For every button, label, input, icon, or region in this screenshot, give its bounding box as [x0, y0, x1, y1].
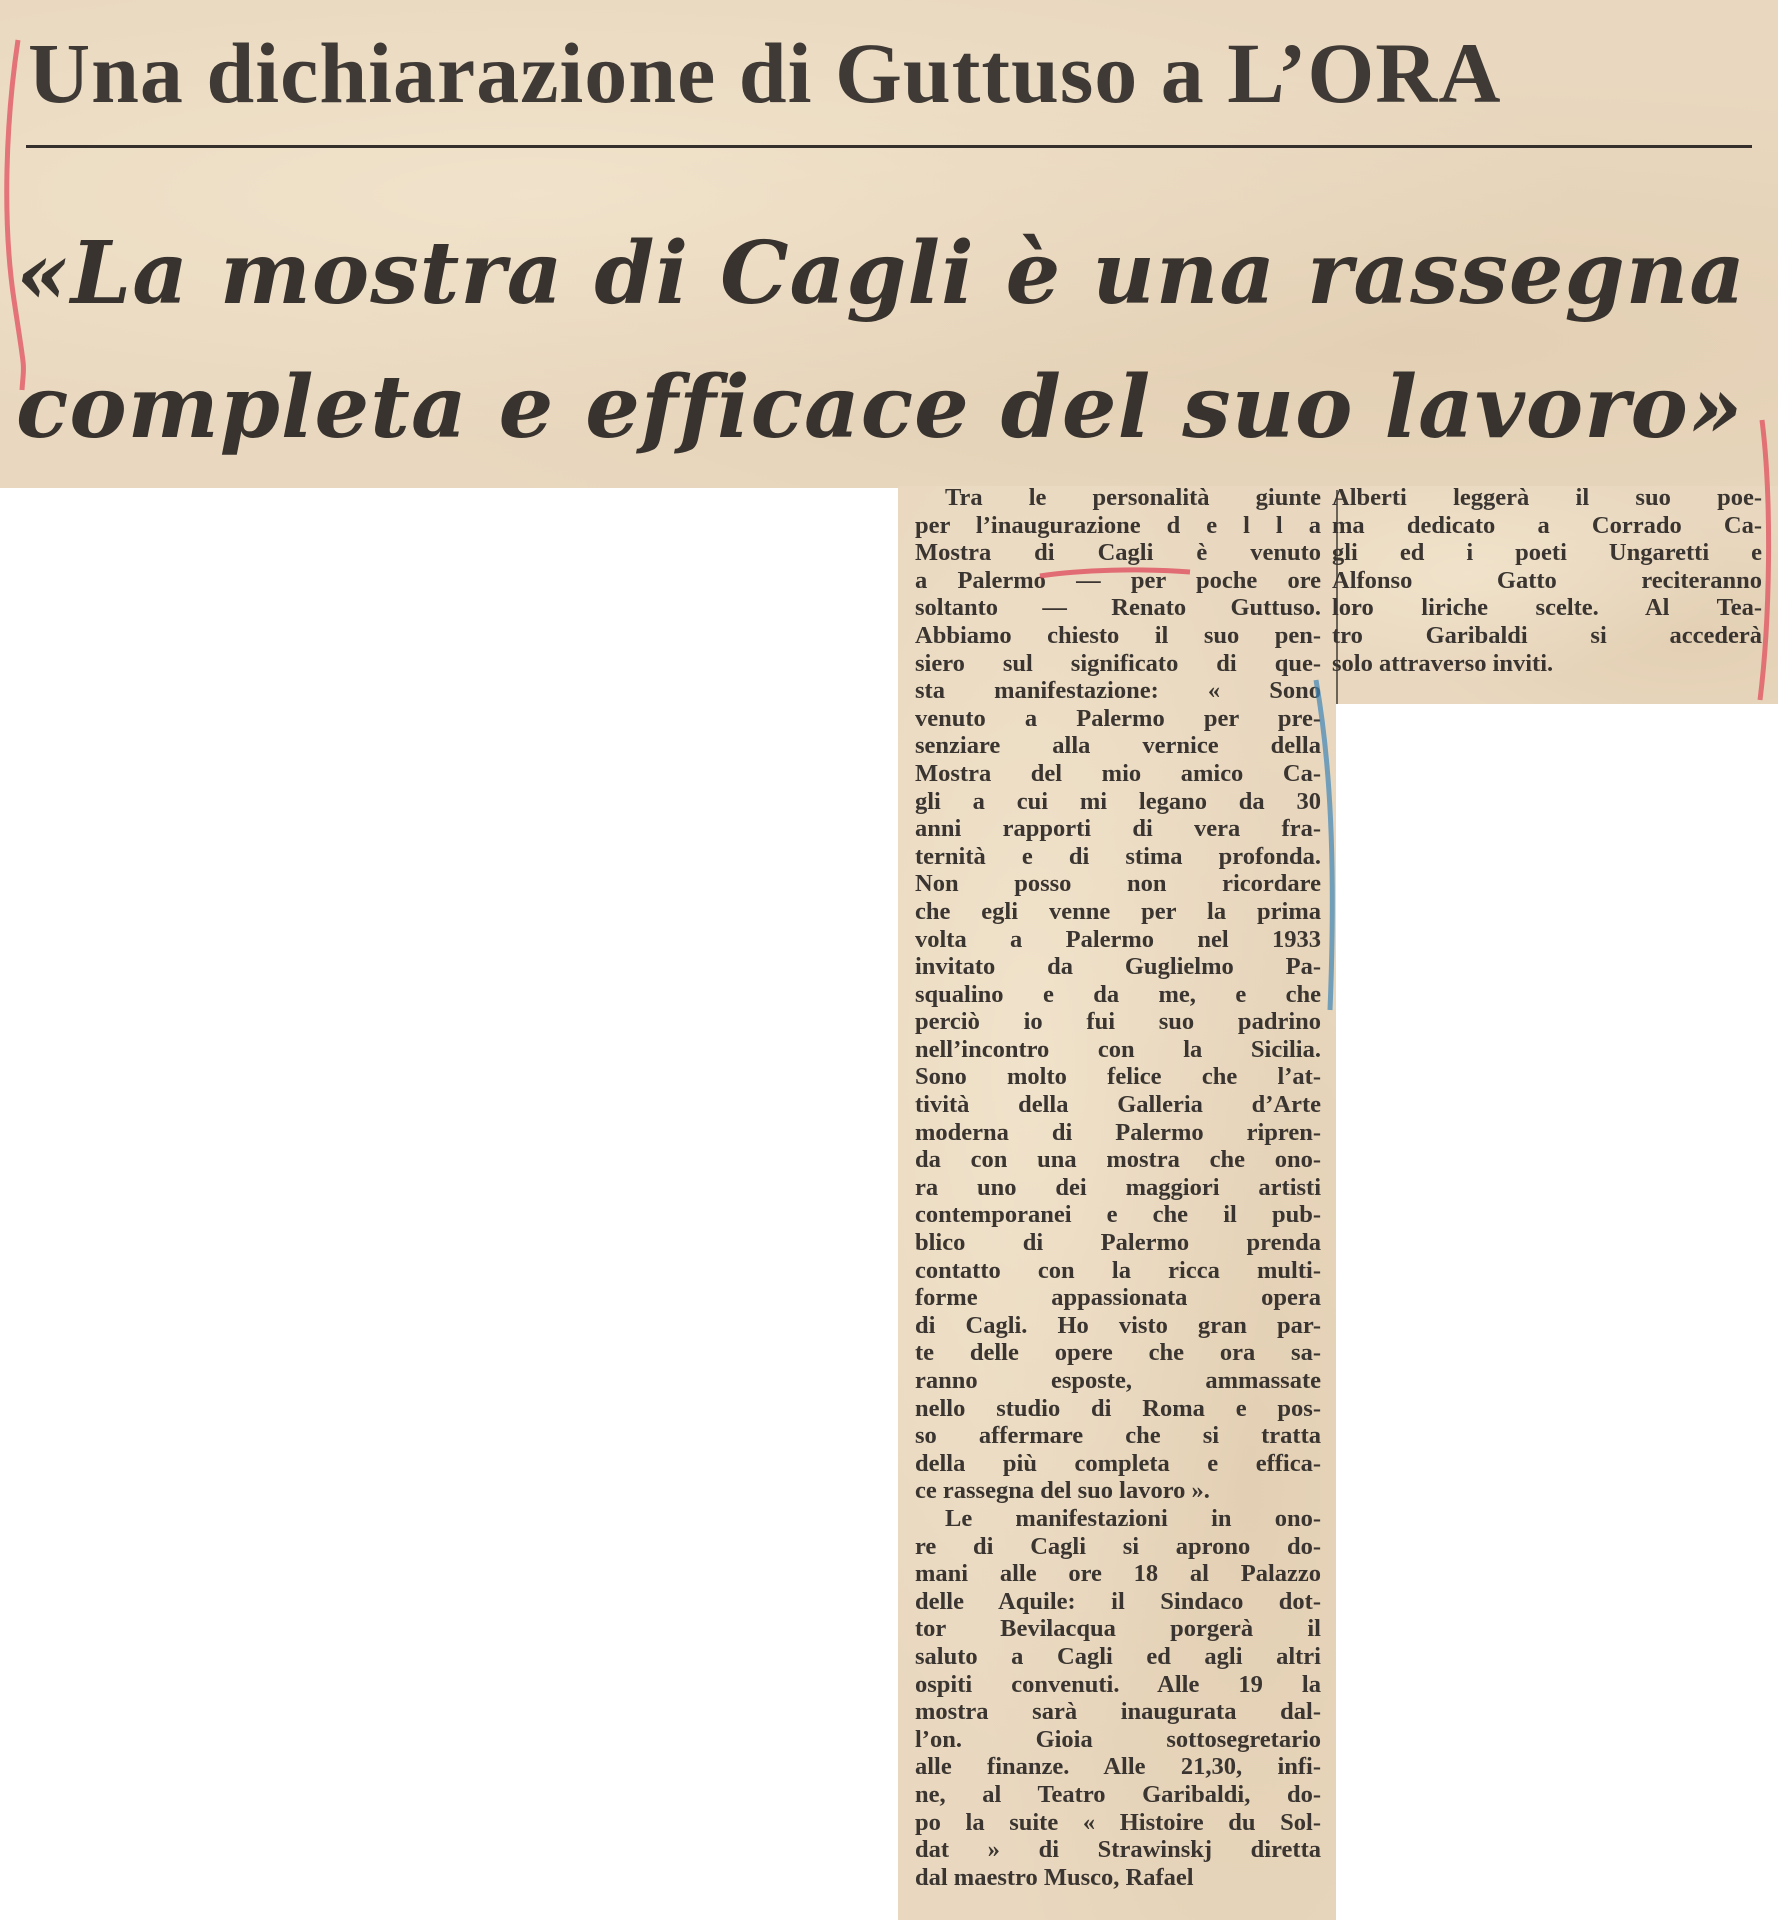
article-line: Alfonso Gatto reciteranno: [1332, 566, 1762, 594]
article-line: tività della Galleria d’Arte: [915, 1091, 1321, 1119]
article-line: ra uno dei maggiori artisti: [915, 1173, 1321, 1201]
article-line: ma dedicato a Corrado Ca-: [1332, 511, 1762, 539]
article-line: dat » di Strawinskj diretta: [915, 1836, 1321, 1864]
article-line: Sono molto felice che l’at-: [915, 1063, 1321, 1091]
article-line: volta a Palermo nel 1933: [915, 925, 1321, 953]
article-line: ospiti convenuti. Alle 19 la: [915, 1670, 1321, 1698]
article-line: dal maestro Musco, Rafael: [915, 1863, 1194, 1891]
headline-line-2: completa e efficace del suo lavoro»: [16, 357, 1744, 458]
article-line: tro Garibaldi si accederà: [1332, 621, 1762, 649]
article-line: l’on. Gioia sottosegretario: [915, 1725, 1321, 1753]
article-line: squalino e da me, e che: [915, 980, 1321, 1008]
article-line: Alberti leggerà il suo poe-: [1332, 484, 1762, 511]
article-line: so affermare che si tratta: [915, 1422, 1321, 1450]
article-line: ternità e di stima profonda.: [915, 842, 1321, 870]
article-line: blico di Palermo prenda: [915, 1229, 1321, 1257]
article-line: gli a cui mi legano da 30: [915, 787, 1321, 815]
article-line: invitato da Guglielmo Pa-: [915, 953, 1321, 981]
article-line: Mostra di Cagli è venuto: [915, 539, 1321, 567]
article-line: ce rassegna del suo lavoro ».: [915, 1477, 1210, 1505]
article-column-2: [1332, 484, 1762, 677]
article-line: nell’incontro con la Sicilia.: [915, 1035, 1321, 1063]
article-line: sta manifestazione: « Sono: [915, 677, 1321, 705]
article-line: anni rapporti di vera fra-: [915, 815, 1321, 843]
article-line: Le manifestazioni in ono-: [945, 1504, 1321, 1532]
article-line: Mostra del mio amico Ca-: [915, 759, 1321, 787]
article-line: saluto a Cagli ed agli altri: [915, 1642, 1321, 1670]
article-line: moderna di Palermo ripren-: [915, 1118, 1321, 1146]
kicker-title: Una dichiarazione di Guttuso a L’ORA: [28, 25, 1502, 121]
article-line: per l’inaugurazione d e l l a: [915, 511, 1321, 539]
headline-line-1: «La mostra di Cagli è una rassegna: [16, 223, 1747, 324]
article-line: mostra sarà inaugurata dal-: [915, 1698, 1321, 1726]
article-line: nello studio di Roma e pos-: [915, 1394, 1321, 1422]
article-line: a Palermo — per poche ore: [915, 566, 1321, 594]
article-line: alle finanze. Alle 21,30, infi-: [915, 1753, 1321, 1781]
article-line: delle Aquile: il Sindaco dot-: [915, 1587, 1321, 1615]
article-line: mani alle ore 18 al Palazzo: [915, 1560, 1321, 1588]
article-line: re di Cagli si aprono do-: [915, 1532, 1321, 1560]
article-line: venuto a Palermo per pre-: [915, 704, 1321, 732]
article-line: Abbiamo chiesto il suo pen-: [915, 621, 1321, 649]
article-line: tor Bevilacqua porgerà il: [915, 1615, 1321, 1643]
article-line: soltanto — Renato Guttuso.: [915, 594, 1321, 622]
article-line: solo attraverso inviti.: [1332, 649, 1554, 677]
article-line: ne, al Teatro Garibaldi, do-: [915, 1780, 1321, 1808]
title-rule: [26, 145, 1752, 148]
article-line: della più completa e effica-: [915, 1449, 1321, 1477]
article-line: siero sul significato di que-: [915, 649, 1321, 677]
article-line: Tra le personalità giunte: [945, 484, 1321, 511]
article-line: di Cagli. Ho visto gran par-: [915, 1311, 1321, 1339]
article-line: po la suite « Histoire du Sol-: [915, 1808, 1321, 1836]
article-line: gli ed i poeti Ungaretti e: [1332, 539, 1762, 567]
article-column-1: [915, 484, 1321, 1891]
article-line: che egli venne per la prima: [915, 897, 1321, 925]
article-line: loro liriche scelte. Al Tea-: [1332, 594, 1762, 622]
article-line: perciò io fui suo padrino: [915, 1008, 1321, 1036]
article-line: da con una mostra che ono-: [915, 1146, 1321, 1174]
article-line: ranno esposte, ammassate: [915, 1367, 1321, 1394]
article-line: te delle opere che ora sa-: [915, 1339, 1321, 1367]
article-line: contatto con la ricca multi-: [915, 1256, 1321, 1284]
article-line: contemporanei e che il pub-: [915, 1201, 1321, 1229]
article-line: forme appassionata opera: [915, 1284, 1321, 1312]
article-line: Non posso non ricordare: [915, 870, 1321, 898]
article-line: senziare alla vernice della: [915, 732, 1321, 760]
